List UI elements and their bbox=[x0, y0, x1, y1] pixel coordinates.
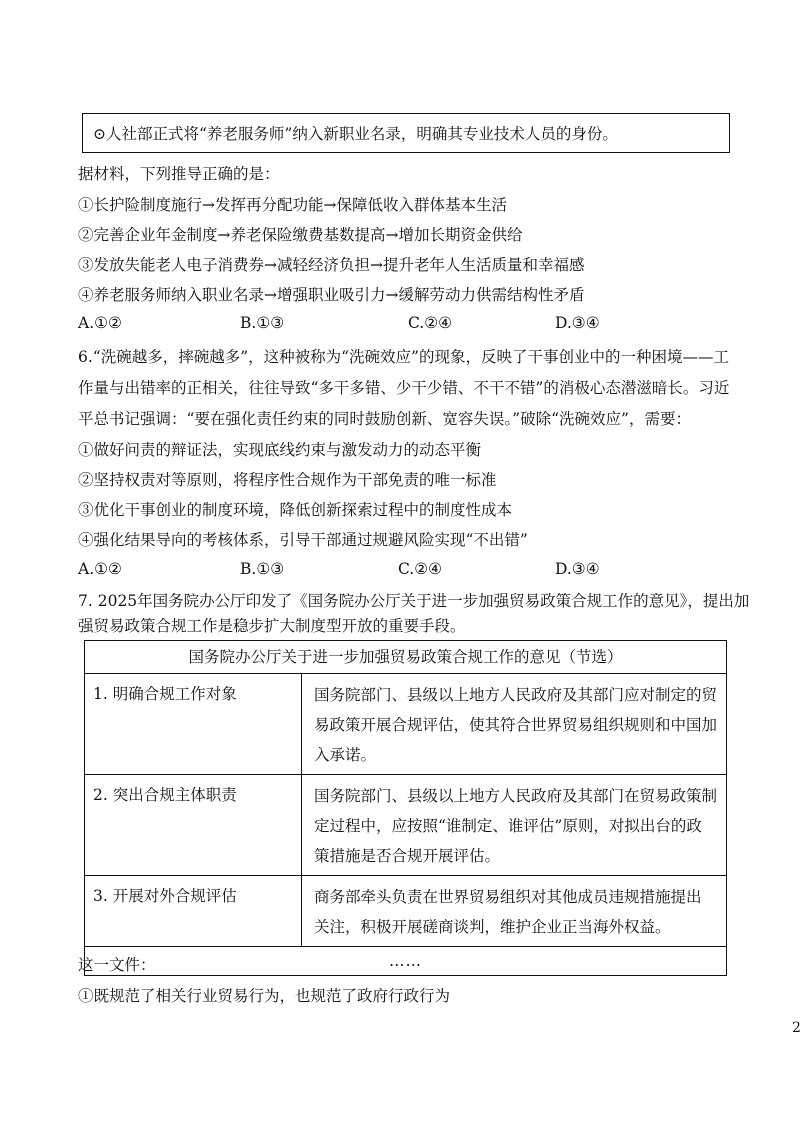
row-title: 2. 突出合规主体职责 bbox=[85, 775, 302, 876]
row-content-line: 入承诺。 bbox=[314, 746, 377, 764]
q6-option-d: D.③④ bbox=[555, 560, 600, 578]
table-ellipsis: …… bbox=[85, 947, 727, 976]
row-content-line: 国务院部门、县级以上地方人民政府及其部门在贸易政策制 bbox=[314, 787, 718, 805]
material-note: ⊙人社部正式将“养老服务师”纳入新职业名录，明确其专业技术人员的身份。 bbox=[93, 125, 618, 143]
row-title: 3. 开展对外合规评估 bbox=[85, 876, 302, 947]
row-content-line: 易政策开展合规评估，使其符合世界贸易组织规则和中国加 bbox=[314, 716, 718, 734]
row-content-line: 商务部牵头负责在世界贸易组织对其他成员违规措施提出 bbox=[314, 888, 702, 906]
q6-stem-line-1: 6.“洗碗越多，摔碗越多”，这种被称为“洗碗效应”的现象，反映了干事创业中的一种困境——工 bbox=[78, 348, 729, 366]
row-content bbox=[302, 775, 727, 876]
table-row bbox=[85, 876, 727, 947]
q5-item-4: ④养老服务师纳入职业名录→增强职业吸引力→缓解劳动力供需结构性矛盾 bbox=[78, 286, 585, 304]
row-content bbox=[302, 876, 727, 947]
q5-option-d: D.③④ bbox=[555, 314, 600, 332]
q6-item-4: ④强化结果导向的考核体系，引导干部通过规避风险实现“不出错” bbox=[78, 531, 528, 549]
q6-option-a: A.①② bbox=[78, 560, 122, 578]
q6-item-3: ③优化干事创业的制度环境，降低创新探索过程中的制度性成本 bbox=[78, 501, 513, 519]
q5-item-2: ②完善企业年金制度→养老保险缴费基数提高→增加长期资金供给 bbox=[78, 226, 523, 244]
row-content-line: 关注，积极开展磋商谈判，维护企业正当海外权益。 bbox=[314, 918, 671, 936]
q6-stem-line-3: 平总书记强调：“要在强化责任约束的同时鼓励创新、宽容失误。”破除“洗碗效应”，需要： bbox=[78, 410, 691, 428]
q5-item-3: ③发放失能老人电子消费券→减轻经济负担→提升老年人生活质量和幸福感 bbox=[78, 256, 585, 274]
table-row bbox=[85, 674, 727, 775]
row-content-line: 定过程中，应按照“谁制定、谁评估”原则，对拟出台的政 bbox=[314, 817, 702, 835]
q5-option-b: B.①③ bbox=[240, 314, 285, 332]
q6-item-1: ①做好问责的辩证法，实现底线约束与激发动力的动态平衡 bbox=[78, 441, 482, 459]
row-content bbox=[302, 674, 727, 775]
q7-stem-line-2: 强贸易政策合规工作是稳步扩大制度型开放的重要手段。 bbox=[78, 617, 466, 635]
row-title: 1. 明确合规工作对象 bbox=[85, 674, 302, 775]
policy-table bbox=[84, 640, 727, 976]
q6-item-2: ②坚持权责对等原则，将程序性合规作为干部免责的唯一标准 bbox=[78, 471, 497, 489]
q5-option-a: A.①② bbox=[78, 314, 122, 332]
q7-lead: 这一文件： bbox=[78, 956, 156, 974]
row-content-line: 策措施是否合规开展评估。 bbox=[314, 847, 501, 865]
q7-stem-line-1: 7. 2025年国务院办公厅印发了《国务院办公厅关于进一步加强贸易政策合规工作的意见》，提出加 bbox=[78, 592, 750, 610]
q6-option-c: C.②④ bbox=[398, 560, 443, 578]
q5-item-1: ①长护险制度施行→发挥再分配功能→保障低收入群体基本生活 bbox=[78, 196, 507, 214]
q5-option-c: C.②④ bbox=[408, 314, 453, 332]
q5-lead: 据材料，下列推导正确的是： bbox=[78, 165, 280, 183]
material-box bbox=[82, 113, 730, 153]
page-number: 2 bbox=[792, 1020, 801, 1036]
table-row bbox=[85, 775, 727, 876]
q7-item-1: ①既规范了相关行业贸易行为，也规范了政府行政行为 bbox=[78, 987, 451, 1005]
q6-stem-line-2: 作量与出错率的正相关，往往导致“多干多错、少干少错、不干不错”的消极心态潜滋暗长。习近 bbox=[78, 379, 730, 397]
q6-option-b: B.①③ bbox=[240, 560, 285, 578]
policy-table-header: 国务院办公厅关于进一步加强贸易政策合规工作的意见（节选） bbox=[85, 641, 727, 674]
row-content-line: 国务院部门、县级以上地方人民政府及其部门应对制定的贸 bbox=[314, 686, 718, 704]
